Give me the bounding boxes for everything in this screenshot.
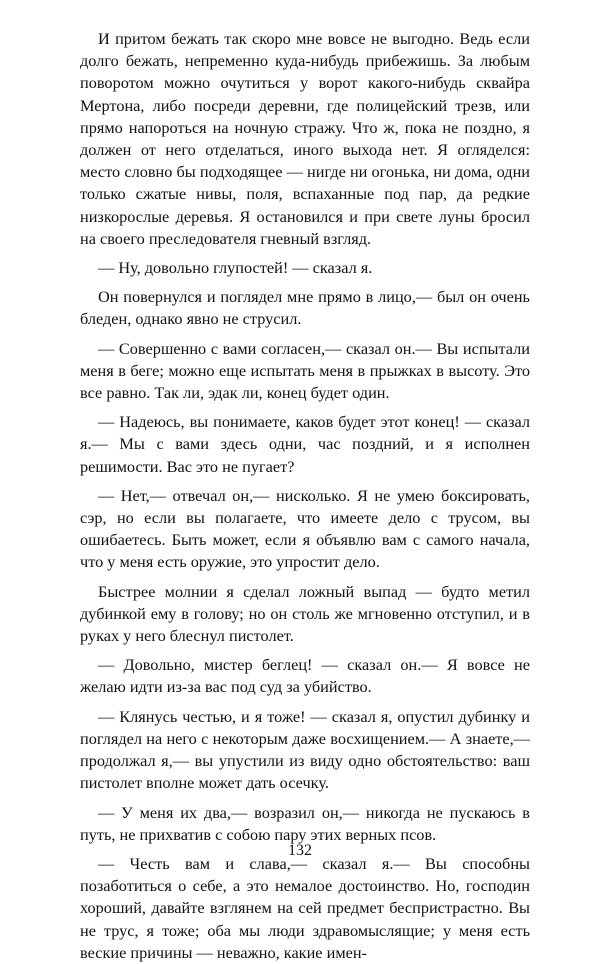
paragraph: — Нет,— отвечал он,— нисколько. Я не умею боксировать, сэр, но если вы полагаете, что имеете дело с трусом, вы ошибаетесь. Быть может, если я объявлю вам с самого начала, что у меня есть оружие, это упростит дело. xyxy=(80,485,530,572)
paragraph: И притом бежать так скоро мне вовсе не выгодно. Ведь если долго бежать, непременно куда-нибудь прибежишь. За любым поворотом можно очутиться у ворот какого-нибудь сквайра Мертона, либо посреди деревни, где полицейский трезв, или прямо напороться на ночную стражу. Что ж, пока не поздно, я должен от него отделаться, иного выхода нет. Я огляделся: место словно бы подходящее — нигде ни огонька, ни дома, одни только сжатые нивы, поля, вспаханные под пар, да редкие низкорослые деревья. Я остановился и при свете луны бросил на своего преследователя гневный взгляд. xyxy=(80,29,530,248)
paragraph: — У меня их два,— возразил он,— никогда не пускаюсь в путь, не прихватив с собою пару этих верных псов. xyxy=(80,802,530,844)
paragraph: — Довольно, мистер беглец! — сказал он.— Я вовсе не желаю идти из-за вас под суд за убийство. xyxy=(80,655,530,697)
paragraph: — Надеюсь, вы понимаете, каков будет этот конец! — сказал я.— Мы с вами здесь одни, час поздний, и я исполнен решимости. Вас это не пугает? xyxy=(80,412,530,476)
paragraph: — Совершенно с вами согласен,— сказал он.— Вы испытали меня в беге; можно еще испытать меня в прыжках в высоту. Это все равно. Так ли, эдак ли, конец будет один. xyxy=(80,338,530,403)
paragraph: Быстрее молнии я сделал ложный выпад — будто метил дубинкой ему в голову; но он столь же мгновенно отступил, и в руках у него блеснул пистолет. xyxy=(80,581,530,646)
paragraph: — Клянусь честью, и я тоже! — сказал я, опустил дубинку и поглядел на него с некоторым даже восхищением.— А знаете,— продолжал я,— вы упустили из виду одно обстоятельство: ваш пистолет вполне может дать осечку. xyxy=(80,706,530,793)
page-text xyxy=(80,28,530,964)
paragraph: — Ну, довольно глупостей! — сказал я. xyxy=(98,258,373,278)
page-number: 132 xyxy=(288,842,312,859)
paragraph: Он повернулся и поглядел мне прямо в лицо,— был он очень бледен, однако явно не струсил. xyxy=(80,287,530,329)
paragraph: — Честь вам и слава,— сказал я.— Вы способны позаботиться о себе, а это немалое достоинство. Но, господин хороший, давайте взглянем на сей предмет беспристрастно. Вы не трус, я тоже; оба мы люди здравомыслящие; у меня есть веские причины — неважно, какие имен- xyxy=(80,853,530,962)
